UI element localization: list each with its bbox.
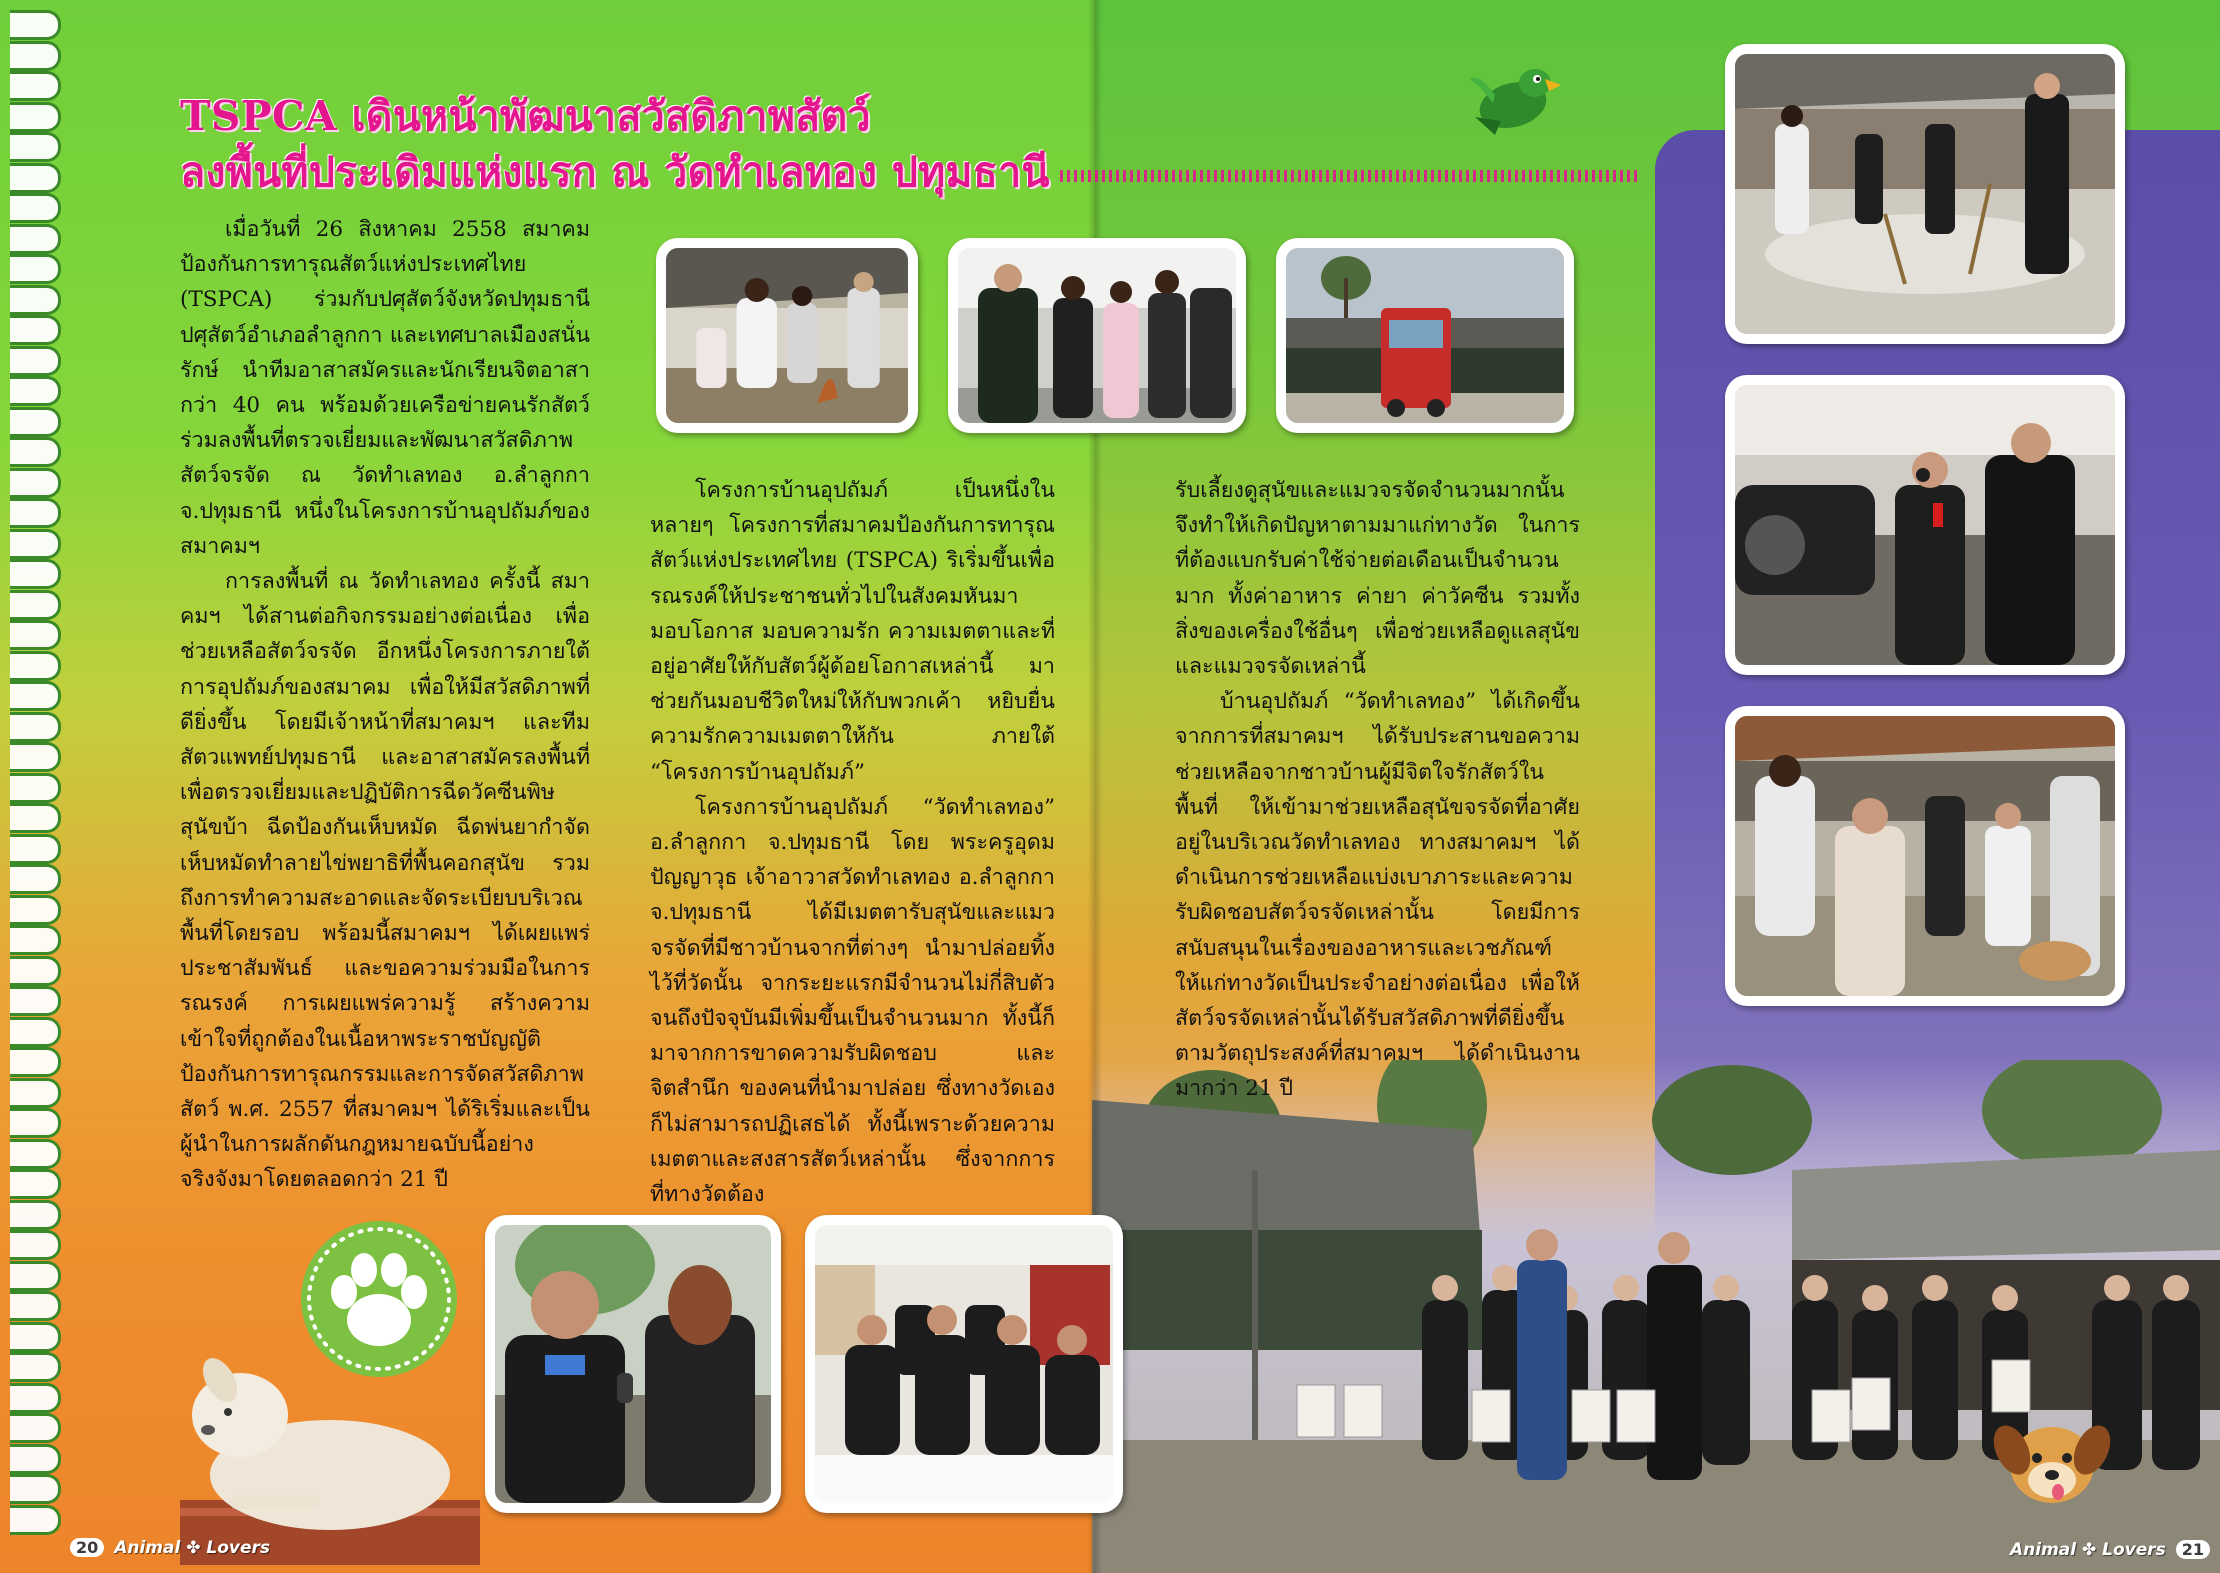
column-1 <box>180 212 590 1198</box>
dog-photo <box>170 1320 490 1565</box>
spiral-ring <box>10 1291 61 1321</box>
photo-students-seated <box>805 1215 1123 1513</box>
spiral-ring <box>10 1474 61 1504</box>
spiral-ring <box>10 10 61 40</box>
photo-fire-truck <box>1276 238 1574 433</box>
spiral-ring <box>10 71 61 101</box>
photo-reporter-interview <box>485 1215 781 1513</box>
photo-officers-interview <box>948 238 1246 433</box>
spiral-ring <box>10 834 61 864</box>
spiral-ring <box>10 1505 61 1535</box>
spiral-ring <box>10 529 61 559</box>
spiral-ring <box>10 1017 61 1047</box>
spiral-ring <box>10 1200 61 1230</box>
headline-line-1: TSPCA เดินหน้าพัฒนาสวัสดิภาพสัตว์ <box>180 92 871 140</box>
spiral-ring <box>10 132 61 162</box>
spiral-ring <box>10 224 61 254</box>
spiral-ring <box>10 864 61 894</box>
page-number-right: 21 <box>2176 1540 2210 1559</box>
spiral-ring <box>10 620 61 650</box>
article-headline <box>180 88 1080 200</box>
spiral-ring <box>10 1383 61 1413</box>
column-3-para-1: รับเลี้ยงดูสุนัขและแมวจรจัดจำนวนมากนั้น จึงทำให้เกิดปัญหาตามมาแก่ทางวัด ในการที่ต้องแบกรับค่าใช้จ่ายต่อเดือนเป็นจำนวนมาก ทั้งค่าอาหาร ค่ายา ค่าวัคซีน รวมทั้งสิ่งของเครื่องใช้อื่นๆ เพื่อช่วยเหลือดูแลสุนัขและแมวจรจัดเหล่านี้ <box>1175 478 1580 680</box>
spiral-ring <box>10 1139 61 1169</box>
spiral-ring <box>10 1352 61 1382</box>
column-2 <box>650 473 1055 1212</box>
spiral-ring <box>10 1261 61 1291</box>
spiral-ring <box>10 498 61 528</box>
spiral-ring <box>10 559 61 589</box>
spiral-ring <box>10 102 61 132</box>
spiral-ring <box>10 986 61 1016</box>
spiral-ring <box>10 590 61 620</box>
magazine-name-left: Animal ✤ Lovers <box>114 1538 270 1558</box>
spiral-ring <box>10 1078 61 1108</box>
group-photo-background <box>1092 1060 2220 1573</box>
spiral-ring <box>10 925 61 955</box>
spiral-ring <box>10 163 61 193</box>
spiral-ring <box>10 41 61 71</box>
headline-line-2: ลงพื้นที่ประเดิมแห่งแรก ณ วัดทำเลทอง ปทุมธานี <box>180 148 1050 196</box>
spiral-ring <box>10 803 61 833</box>
spiral-ring <box>10 773 61 803</box>
column-2-para-2: โครงการบ้านอุปถัมภ์ “วัดทำเลทอง” อ.ลำลูกกา จ.ปทุมธานี โดย พระครูอุดมปัญญาวุธ เจ้าอาวาสวัดทำเลทอง อ.ลำลูกกา จ.ปทุมธานี ได้มีเมตตารับสุนัขและแมวจรจัดที่มีชาวบ้านจากที่ต่างๆ นำมาปล่อยทิ้งไว้ที่วัดนั้น จากระยะแรกมีจำนวนไม่กี่สิบตัว จนถึงปัจจุบันมีเพิ่มขึ้นเป็นจำนวนมาก ทั้งนี้ก็มาจากการขาดความรับผิดชอบ และจิตสำนึก ของคนที่นำมาปล่อย ซึ่งทางวัดเองก็ไม่สามารถปฏิเสธได้ ทั้งนี้เพราะด้วยความเมตตาและสงสารสัตว์เหล่านั้น ซึ่งจากการที่ทางวัดต้อง <box>650 794 1055 1208</box>
spiral-ring <box>10 1169 61 1199</box>
spiral-ring <box>10 468 61 498</box>
spiral-ring <box>10 651 61 681</box>
column-3-para-2: บ้านอุปถัมภ์ “วัดทำเลทอง” ได้เกิดขึ้นจากการที่สมาคมฯ ได้รับประสานขอความช่วยเหลือจากชาวบ้านผู้มีจิตใจรักสัตว์ในพื้นที่ ให้เข้ามาช่วยเหลือสุนัขจรจัดที่อาศัยอยู่ในบริเวณวัดทำเลทอง ทางสมาคมฯ ได้ดำเนินการช่วยเหลือแบ่งเบาภาระและความรับผิดชอบสัตว์จรจัดเหล่านั้น โดยมีการสนับสนุนในเรื่องของอาหารและเวชภัณฑ์ ให้แก่ทางวัดเป็นประจำอย่างต่อเนื่อง เพื่อให้สัตว์จรจัดเหล่านั้นได้รับสวัสดิภาพที่ดียิ่งขึ้นตามวัตถุประสงค์ที่สมาคมฯ ได้ดำเนินงานมากว่า 21 ปี <box>1175 689 1580 1102</box>
spiral-ring <box>10 407 61 437</box>
spiral-ring <box>10 895 61 925</box>
spiral-ring <box>10 346 61 376</box>
spiral-ring <box>10 315 61 345</box>
spiral-ring <box>10 376 61 406</box>
spiral-ring <box>10 285 61 315</box>
spiral-ring <box>10 193 61 223</box>
spiral-ring <box>10 437 61 467</box>
photo-volunteers-sweeping <box>656 238 918 433</box>
column-1-para-2: การลงพื้นที่ ณ วัดทำเลทอง ครั้งนี้ สมาคมฯ ได้สานต่อกิจกรรมอย่างต่อเนื่อง เพื่อช่วยเหลือสัตว์จรจัด อีกหนึ่งโครงการภายใต้การอุปถัมภ์ของสมาคม เพื่อให้มีสวัสดิภาพที่ดียิ่งขึ้น โดยมีเจ้าหน้าที่สมาคมฯ และทีมสัตวแพทย์ปทุมธานี และอาสาสมัครลงพื้นที่เพื่อตรวจเยี่ยมและปฏิบัติการฉีดวัคซีนพิษสุนัขบ้า ฉีดป้องกันเห็บหมัด ฉีดพ่นยากำจัดเห็บหมัดทำลายไข่พยาธิที่พื้นคอกสุนัข รวมถึงการทำความสะอาดและจัดระเบียบบริเวณพื้นที่โดยรอบ พร้อมนี้สมาคมฯ ได้เผยแพร่ประชาสัมพันธ์ และขอความร่วมมือในการรณรงค์ การเผยแพร่ความรู้ สร้างความเข้าใจที่ถูกต้องในเนื้อหาพระราชบัญญัติป้องกันการทารุณกรรมและการจัดสวัสดิภาพสัตว์ พ.ศ. 2557 ที่สมาคมฯ ได้ริเริ่มและเป็นผู้นำในการผลักดันกฎหมายฉบับนี้อย่างจริงจังมาโดยตลอดกว่า 21 ปี <box>180 569 590 1193</box>
column-3 <box>1175 473 1580 1107</box>
spiral-ring <box>10 712 61 742</box>
spiral-ring <box>10 1444 61 1474</box>
spiral-ring <box>10 956 61 986</box>
column-2-para-1: โครงการบ้านอุปถัมภ์ เป็นหนึ่งในหลายๆ โครงการที่สมาคมป้องกันการทารุณสัตว์แห่งประเทศไทย (TSPCA) ริเริ่มขึ้นเพื่อรณรงค์ให้ประชาชนทั่วไปในสังคมหันมามอบโอกาส มอบความรัก ความเมตตาและที่อยู่อาศัยให้กับสัตว์ผู้ด้อยโอกาสเหล่านี้ มาช่วยกันมอบชีวิตใหม่ให้กับพวกเค้า หยิบยื่นความรักความเมตตาให้กัน ภายใต้ “โครงการบ้านอุปถัมภ์” <box>650 478 1055 785</box>
footer-right <box>2010 1540 2214 1560</box>
spiral-binding <box>10 10 65 1550</box>
spiral-ring <box>10 1322 61 1352</box>
page-number-left: 20 <box>70 1538 104 1557</box>
spiral-ring <box>10 254 61 284</box>
headline-dotted-rule <box>1060 170 1640 182</box>
spiral-ring <box>10 1413 61 1443</box>
column-1-para-1: เมื่อวันที่ 26 สิงหาคม 2558 สมาคมป้องกันการทารุณสัตว์แห่งประเทศไทย (TSPCA) ร่วมกับปศุสัตว์จังหวัดปทุมธานี ปศุสัตว์อำเภอลำลูกกา และเทศบาลเมืองสนั่นรักษ์ นำทีมอาสาสมัครและนักเรียนจิตอาสากว่า 40 คน พร้อมด้วยเครือข่ายคนรักสัตว์ ร่วมลงพื้นที่ตรวจเยี่ยมและพัฒนาสวัสดิภาพสัตว์จรจัด ณ วัดทำเลทอง อ.ลำลูกกา จ.ปทุมธานี หนึ่งในโครงการบ้านอุปถัมภ์ของสมาคมฯ <box>180 217 590 559</box>
spiral-ring <box>10 1230 61 1260</box>
photo-vaccination <box>1725 706 2125 1006</box>
photo-tv-interview <box>1725 375 2125 675</box>
photo-cleaning-floor <box>1725 44 2125 344</box>
footer-left <box>66 1538 270 1558</box>
parrot-icon <box>1465 55 1565 145</box>
spiral-ring <box>10 1047 61 1077</box>
spiral-ring <box>10 1108 61 1138</box>
spiral-ring <box>10 742 61 772</box>
spiral-ring <box>10 681 61 711</box>
magazine-name-right: Animal ✤ Lovers <box>2010 1540 2166 1560</box>
